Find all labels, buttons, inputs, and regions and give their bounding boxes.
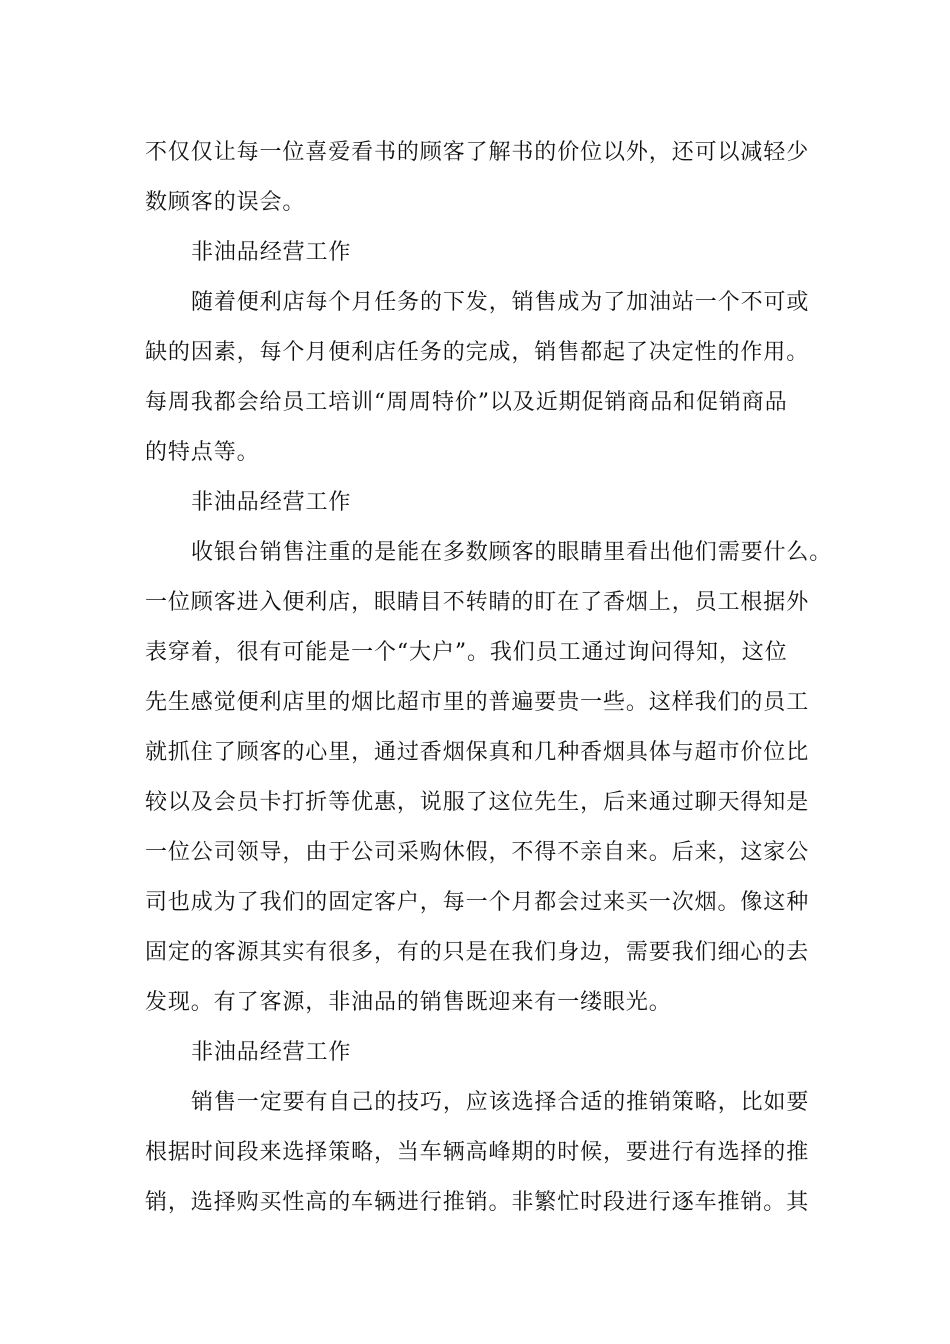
text-line: 一位公司领导，由于公司采购休假，不得不亲自来。后来，这家公: [145, 840, 810, 865]
section-heading: 非油品经营工作: [191, 240, 352, 265]
section-heading: 非油品经营工作: [191, 1040, 352, 1065]
text-line: 较以及会员卡打折等优惠，说服了这位先生，后来通过聊天得知是: [145, 790, 810, 815]
text-line: 一位顾客进入便利店，眼睛目不转睛的盯在了香烟上，员工根据外: [145, 590, 810, 615]
text-line: 缺的因素，每个月便利店任务的完成，销售都起了决定性的作用。: [145, 340, 810, 365]
text-line: 每周我都会给员工培训“周周特价”以及近期促销商品和促销商品: [145, 390, 788, 415]
text-line: 先生感觉便利店里的烟比超市里的普遍要贵一些。这样我们的员工: [145, 690, 810, 715]
text-line: 发现。有了客源，非油品的销售既迎来有一缕眼光。: [145, 990, 672, 1015]
text-line: 收银台销售注重的是能在多数顾客的眼睛里看出他们需要什么。: [191, 540, 833, 565]
text-line: 固定的客源其实有很多，有的只是在我们身边，需要我们细心的去: [145, 940, 810, 965]
text-line: 不仅仅让每一位喜爱看书的顾客了解书的价位以外，还可以减轻少: [145, 140, 810, 165]
document-body: [145, 128, 833, 1228]
text-line: 销售一定要有自己的技巧，应该选择合适的推销策略，比如要: [191, 1090, 810, 1115]
text-line: 就抓住了顾客的心里，通过香烟保真和几种香烟具体与超市价位比: [145, 740, 810, 765]
text-line: 的特点等。: [145, 440, 260, 465]
section-heading: 非油品经营工作: [191, 490, 352, 515]
text-line: 销，选择购买性高的车辆进行推销。非繁忙时段进行逐车推销。其: [145, 1190, 810, 1215]
text-line: 表穿着，很有可能是一个“大户”。我们员工通过询问得知，这位: [145, 640, 788, 665]
text-line: 司也成为了我们的固定客户，每一个月都会过来买一次烟。像这种: [145, 890, 810, 915]
text-line: 根据时间段来选择策略，当车辆高峰期的时候，要进行有选择的推: [145, 1140, 810, 1165]
text-line: 数顾客的误会。: [145, 190, 306, 215]
text-line: 随着便利店每个月任务的下发，销售成为了加油站一个不可或: [191, 290, 810, 315]
